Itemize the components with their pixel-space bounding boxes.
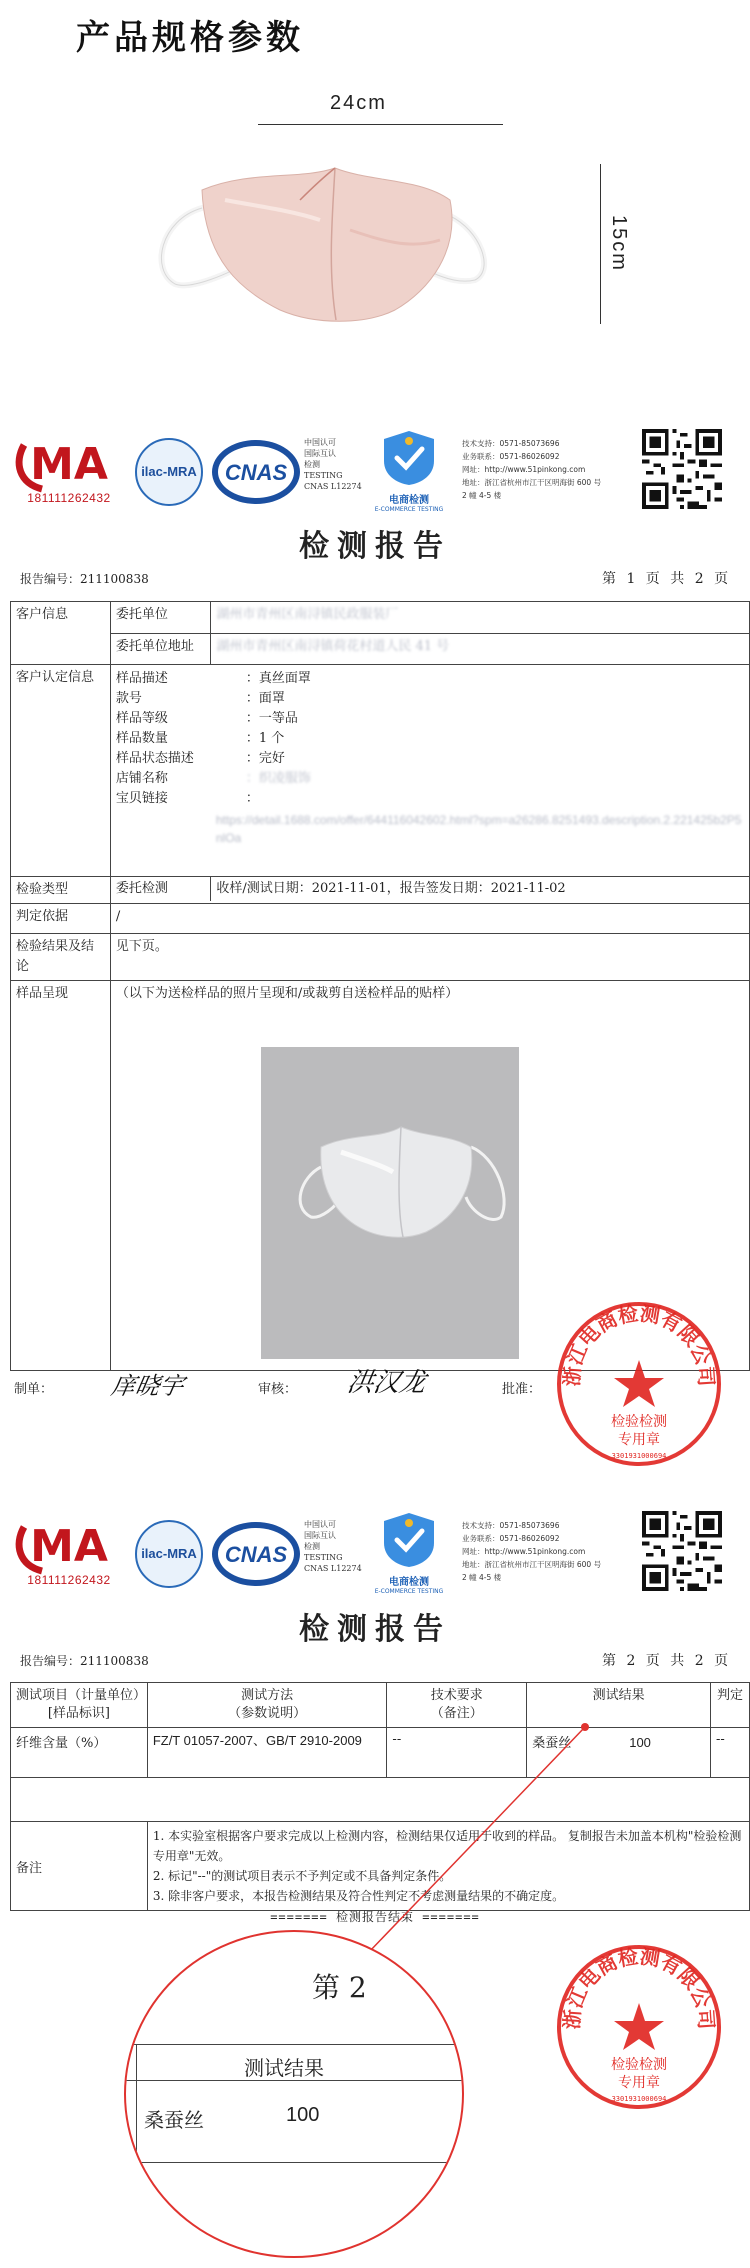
col-result: 测试结果 [527,1683,711,1728]
svg-text:ilac-MRA: ilac-MRA [141,1546,197,1561]
approver-label: 批准： [502,1382,542,1397]
cnas-logo [210,437,302,507]
svg-text:专用章: 专用章 [618,2075,660,2091]
height-line [600,164,601,324]
report-number-1: 报告编号：211100838 [20,572,149,586]
customer-info-label: 客户信息 [11,602,111,665]
sample-photo [261,1047,519,1359]
height-label: 15cm [607,215,630,272]
product-link: https://detail.1688.com/offer/644116042602.html?spm=a26286.8251493.description.2.221425b2P5nlOa [215,813,742,845]
zoom-value: 100 [286,2104,320,2126]
svg-text:浙江电商检测有限公司: 浙江电商检测有限公司 [559,1944,719,2031]
cma-logo: MA 181111262432 [14,1515,124,1585]
row-result: 桑蚕丝 100 [527,1728,711,1778]
remarks: 1. 本实验室根据客户要求完成以上检测内容，检测结果仅适用于收到的样品。 复制报告未加盖本机构"检验检测专用章"无效。 2. 标记"--"的测试项目表示不予判定或不具备判定条件。 3. 除非客户要求，本报告检测结果及符合性判定不考虑测量结果的不确定度。 [147,1822,749,1911]
dates-text: 收样/测试日期：2021-11-01，报告签发日期：2021-11-02 [216,881,566,896]
mask-image [150,160,510,330]
client-address-value: 湖州市青州区南浔镇荷花村道人民 41 号 [216,638,450,654]
contact-info: 技术支持：0571-85073696 业务联系：0571-86026092 网址：http://www.51pinkong.com 地址：浙江省杭州市江干区明海街 600 号 2 幢 4-5 楼 [462,1521,602,1582]
svg-text:检验检测: 检验检测 [611,1414,667,1430]
star-icon [614,2003,664,2050]
report-number-2: 报告编号：211100838 [20,1654,149,1668]
report-title-1: 检测报告 [299,529,451,564]
qr-code [642,429,722,509]
zoom-page-fragment: 第 2 [312,1971,367,2004]
shield-check-icon [364,1509,454,1569]
row-method: FZ/T 01057-2007、GB/T 2910-2009 [147,1728,387,1778]
shop-name-value: ：织凌服饰 [245,771,311,786]
ilac-mra-logo [134,437,204,507]
report-title-2: 检测报告 [299,1612,451,1647]
row-judge: -- [711,1728,750,1778]
col-judge: 判定 [711,1683,750,1728]
cert-header-2 [0,1497,750,1607]
report-table-1: 客户信息 委托单位 湖州市青州区南浔镇民政服装厂 委托单位地址 湖州市青州区南浔镇荷花村道人民 41 号 客户认定信息 样品描述 ：真丝面罩 款号 ：面罩 样品等级 ：一等品 样品数量 ：1 个 样品状态描述 ：完好 店铺名称 ：织凌服饰 宝贝链接 ： https://detail.1688.com/offer/644116042602.html?spm=a26286.8251493.description.2.221425b2P5nlOa 检验类型 委托检测 收样/测试日期：2021-11-01，报告签发日期：2021-11-02 判定依据 / 检验结果及结论 见下页。 样品呈现 （以下为送检样品的照片呈现和/或裁剪自送检样品的贴样） [10,601,750,1371]
svg-text:3301931000694: 3301931000694 [611,1452,667,1460]
cnas-text: 中国认可 国际互认 检测 TESTING CNAS L12274 [304,438,362,491]
client-unit-value: 湖州市青州区南浔镇民政服装厂 [211,602,749,633]
svg-text:3301931000694: 3301931000694 [611,2095,667,2103]
report-end: ======= 检测报告结束 ======= [270,1910,480,1924]
cma-logo: MA 181111262432 [14,433,124,503]
reviewer-label: 审核： [258,1382,298,1397]
width-label: 24cm [330,92,387,114]
remarks-label: 备注 [11,1822,148,1911]
zoom-callout [124,1930,464,2258]
zoom-header: 测试结果 [244,2056,324,2080]
zoom-fiber: 桑蚕丝 [144,2108,204,2132]
cnas-logo [210,1519,302,1589]
sample-label: 样品呈现 [11,981,111,1371]
col-requirement: 技术要求 （备注） [387,1683,527,1728]
svg-text:浙江电商检测有限公司: 浙江电商检测有限公司 [559,1301,719,1388]
reviewer-signature: 洪汉龙 [344,1368,429,1398]
svg-text:检验检测: 检验检测 [611,2057,667,2073]
row-item: 纤维含量（%） [11,1728,148,1778]
section-title: 产品规格参数 [76,18,304,58]
maker-label: 制单： [14,1382,54,1397]
maker-signature: 庠晓宇 [109,1372,187,1400]
width-line [258,124,503,125]
page-number-2: 第 2 页 共 2 页 [602,1653,732,1669]
svg-text:CNAS: CNAS [224,1542,288,1567]
col-item: 测试项目（计量单位） [样品标识] [11,1683,148,1728]
svg-text:MA: MA [30,1521,108,1572]
conclusion-value: 见下页。 [110,934,749,981]
col-method: 测试方法 （参数说明） [147,1683,387,1728]
svg-text:ilac-MRA: ilac-MRA [141,464,197,479]
cnas-text: 中国认可 国际互认 检测 TESTING CNAS L12274 [304,1520,362,1573]
ecommerce-testing-logo: 电商检测 E-COMMERCE TESTING [364,1509,454,1595]
svg-text:专用章: 专用章 [618,1432,660,1448]
qr-code [642,1511,722,1591]
svg-text:MA: MA [30,439,108,490]
row-requirement: -- [387,1728,527,1778]
svg-text:CNAS: CNAS [224,460,288,485]
basis-label: 判定依据 [11,904,111,934]
contact-info: 技术支持：0571-85073696 业务联系：0571-86026092 网址：http://www.51pinkong.com 地址：浙江省杭州市江干区明海街 600 号 2 幢 4-5 楼 [462,439,602,500]
basis-value: / [110,904,749,934]
official-stamp-1 [555,1300,723,1468]
customer-confirm-label: 客户认定信息 [11,665,111,877]
star-icon [614,1360,664,1407]
test-type-label: 检验类型 [11,877,111,904]
page-number-1: 第 1 页 共 2 页 [602,571,732,587]
ecommerce-testing-logo: 电商检测 E-COMMERCE TESTING [364,427,454,513]
sample-note: （以下为送检样品的照片呈现和/或裁剪自送检样品的贴样） [115,986,459,1001]
shield-check-icon [364,427,454,487]
conclusion-label: 检验结果及结论 [11,934,111,981]
cert-header [0,415,750,525]
zoom-connector [340,1722,600,1982]
ilac-mra-logo [134,1519,204,1589]
